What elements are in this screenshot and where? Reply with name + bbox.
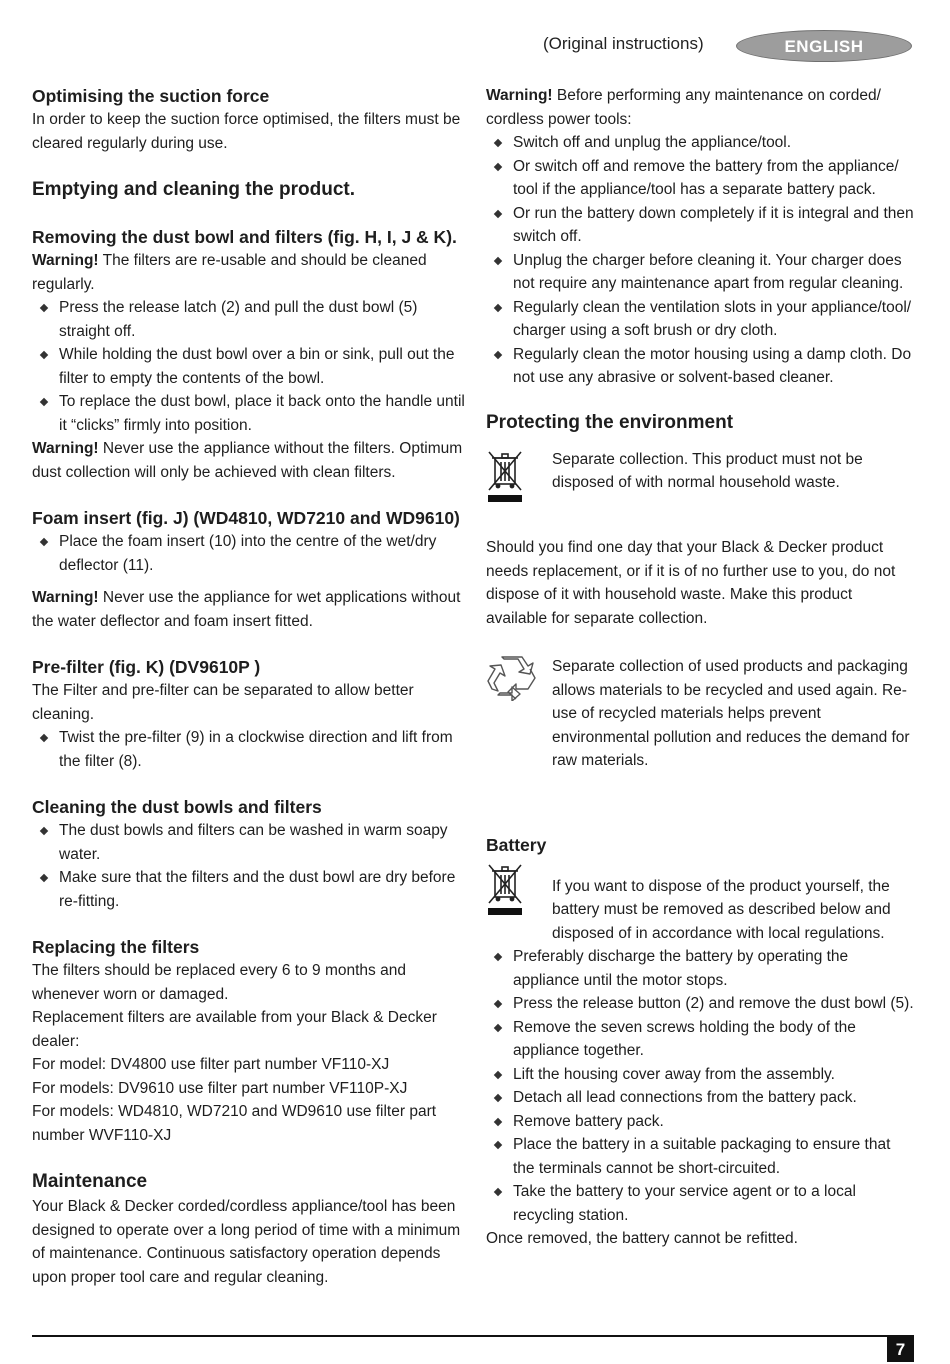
language-badge: ENGLISH bbox=[736, 30, 912, 62]
maintenance-heading: Maintenance bbox=[32, 1171, 148, 1192]
list-item: Lift the housing cover away from the assembly. bbox=[486, 1063, 916, 1087]
replacing-line: For models: DV9610 use filter part number VF110P-XJ bbox=[32, 1079, 408, 1097]
warning-label: Warning! bbox=[32, 440, 99, 457]
recycle-text: Separate collection of used products and packaging allows materials to be recycled and used again. Re-use of recycled materials helps prevent environmental pollution and reduces the demand for raw materials. bbox=[552, 658, 910, 769]
recycle-icon bbox=[486, 655, 552, 709]
warning-text: The filters are re-usable and should be cleaned regularly. bbox=[32, 252, 427, 293]
removing-warning-2 bbox=[32, 437, 467, 484]
list-item: Twist the pre-filter (9) in a clockwise direction and lift from the filter (8). bbox=[32, 726, 467, 773]
replacing-heading: Replacing the filters bbox=[32, 937, 200, 957]
list-item: While holding the dust bowl over a bin or sink, pull out the filter to empty the contents of the bowl. bbox=[32, 343, 467, 390]
maintenance-warning-list bbox=[486, 131, 916, 390]
emptying-heading: Emptying and cleaning the product. bbox=[32, 179, 356, 200]
crossed-bin-icon bbox=[486, 448, 552, 512]
removing-heading: Removing the dust bowl and filters (fig. H, I, J & K). bbox=[32, 227, 457, 247]
battery-list bbox=[486, 945, 916, 1227]
list-item: The dust bowls and filters can be washed in warm soapy water. bbox=[32, 819, 467, 866]
replacing-line: For model: DV4800 use filter part number VF110-XJ bbox=[32, 1056, 390, 1073]
list-item: Or run the battery down completely if it is integral and then switch off. bbox=[486, 202, 916, 249]
replacing-line: Replacement filters are available from your Black & Decker dealer: bbox=[32, 1009, 437, 1050]
battery-heading: Battery bbox=[486, 834, 547, 855]
prefilter-list bbox=[32, 726, 467, 773]
cleaning-heading: Cleaning the dust bowls and filters bbox=[32, 797, 322, 817]
list-item: Unplug the charger before cleaning it. Your charger does not require any maintenance apart from regular cleaning. bbox=[486, 249, 916, 296]
list-item: Make sure that the filters and the dust bowl are dry before re-fitting. bbox=[32, 866, 467, 913]
maintenance-text: Your Black & Decker corded/cordless appliance/tool has been designed to operate over a long period of time with a minimum of maintenance. Continuous satisfactory operation depends upon proper tool care and regular cleaning. bbox=[32, 1198, 461, 1286]
warning-text: Before performing any maintenance on corded/ cordless power tools: bbox=[486, 87, 881, 128]
maintenance-warning bbox=[486, 84, 916, 131]
replacing-line: For models: WD4810, WD7210 and WD9610 use filter part number WVF110-XJ bbox=[32, 1103, 437, 1144]
environment-heading: Protecting the environment bbox=[486, 411, 734, 433]
removing-warning bbox=[32, 249, 467, 296]
warning-label: Warning! bbox=[32, 252, 99, 269]
replacement-text: Should you find one day that your Black & Decker product needs replacement, or if it is of no further use to you, do not dispose of it with household waste. Make this product available for separate collection. bbox=[486, 539, 896, 627]
battery-intro: If you want to dispose of the product yourself, the battery must be removed as described below and disposed of in accordance with local regulations. bbox=[552, 877, 891, 942]
foam-heading: Foam insert (fig. J) (WD4810, WD7210 and WD9610) bbox=[32, 508, 460, 528]
foam-warning bbox=[32, 586, 467, 633]
foam-list bbox=[32, 530, 467, 577]
crossed-bin-icon bbox=[486, 861, 552, 925]
list-item: Detach all lead connections from the battery pack. bbox=[486, 1086, 916, 1110]
warning-label: Warning! bbox=[486, 87, 553, 104]
suction-text: In order to keep the suction force optimised, the filters must be cleared regularly during use. bbox=[32, 111, 461, 152]
list-item: Or switch off and remove the battery from the appliance/ tool if the appliance/tool has a separate battery pack. bbox=[486, 155, 916, 202]
list-item: Press the release button (2) and remove the dust bowl (5). bbox=[486, 992, 916, 1016]
list-item: Regularly clean the ventilation slots in your appliance/tool/ charger using a soft brush or dry cloth. bbox=[486, 296, 916, 343]
list-item: Preferably discharge the battery by operating the appliance until the motor stops. bbox=[486, 945, 916, 992]
separate-collection-row bbox=[486, 448, 916, 512]
list-item: Press the release latch (2) and pull the dust bowl (5) straight off. bbox=[32, 296, 467, 343]
warning-label: Warning! bbox=[32, 589, 99, 606]
footer-divider bbox=[32, 1335, 914, 1337]
warning-text: Never use the appliance for wet applications without the water deflector and foam insert fitted. bbox=[32, 589, 461, 630]
separate-collection-text: Separate collection. This product must not be disposed of with normal household waste. bbox=[552, 450, 863, 491]
right-column bbox=[486, 84, 916, 1251]
warning-text: Never use the appliance without the filters. Optimum dust collection will only be achieved with clean filters. bbox=[32, 440, 463, 481]
list-item: To replace the dust bowl, place it back onto the handle until it “clicks” firmly into position. bbox=[32, 390, 467, 437]
list-item: Place the battery in a suitable packaging to ensure that the terminals cannot be short-circuited. bbox=[486, 1133, 916, 1180]
page-number: 7 bbox=[887, 1337, 914, 1362]
list-item: Remove the seven screws holding the body of the appliance together. bbox=[486, 1016, 916, 1063]
removing-list bbox=[32, 296, 467, 437]
cleaning-list bbox=[32, 819, 467, 913]
list-item: Switch off and unplug the appliance/tool. bbox=[486, 131, 916, 155]
list-item: Regularly clean the motor housing using a damp cloth. Do not use any abrasive or solvent-based cleaner. bbox=[486, 343, 916, 390]
list-item: Take the battery to your service agent or to a local recycling station. bbox=[486, 1180, 916, 1227]
list-item: Place the foam insert (10) into the centre of the wet/dry deflector (11). bbox=[32, 530, 467, 577]
suction-heading: Optimising the suction force bbox=[32, 86, 270, 106]
replacing-line: The filters should be replaced every 6 to 9 months and whenever worn or damaged. bbox=[32, 962, 406, 1003]
battery-row bbox=[486, 861, 916, 946]
recycle-row bbox=[486, 655, 916, 773]
prefilter-heading: Pre-filter (fig. K) (DV9610P ) bbox=[32, 657, 261, 677]
list-item: Remove battery pack. bbox=[486, 1110, 916, 1134]
left-column bbox=[32, 84, 467, 1289]
original-instructions-note: (Original instructions) bbox=[543, 34, 704, 53]
battery-final: Once removed, the battery cannot be refitted. bbox=[486, 1230, 798, 1247]
prefilter-text: The Filter and pre-filter can be separated to allow better cleaning. bbox=[32, 682, 414, 723]
